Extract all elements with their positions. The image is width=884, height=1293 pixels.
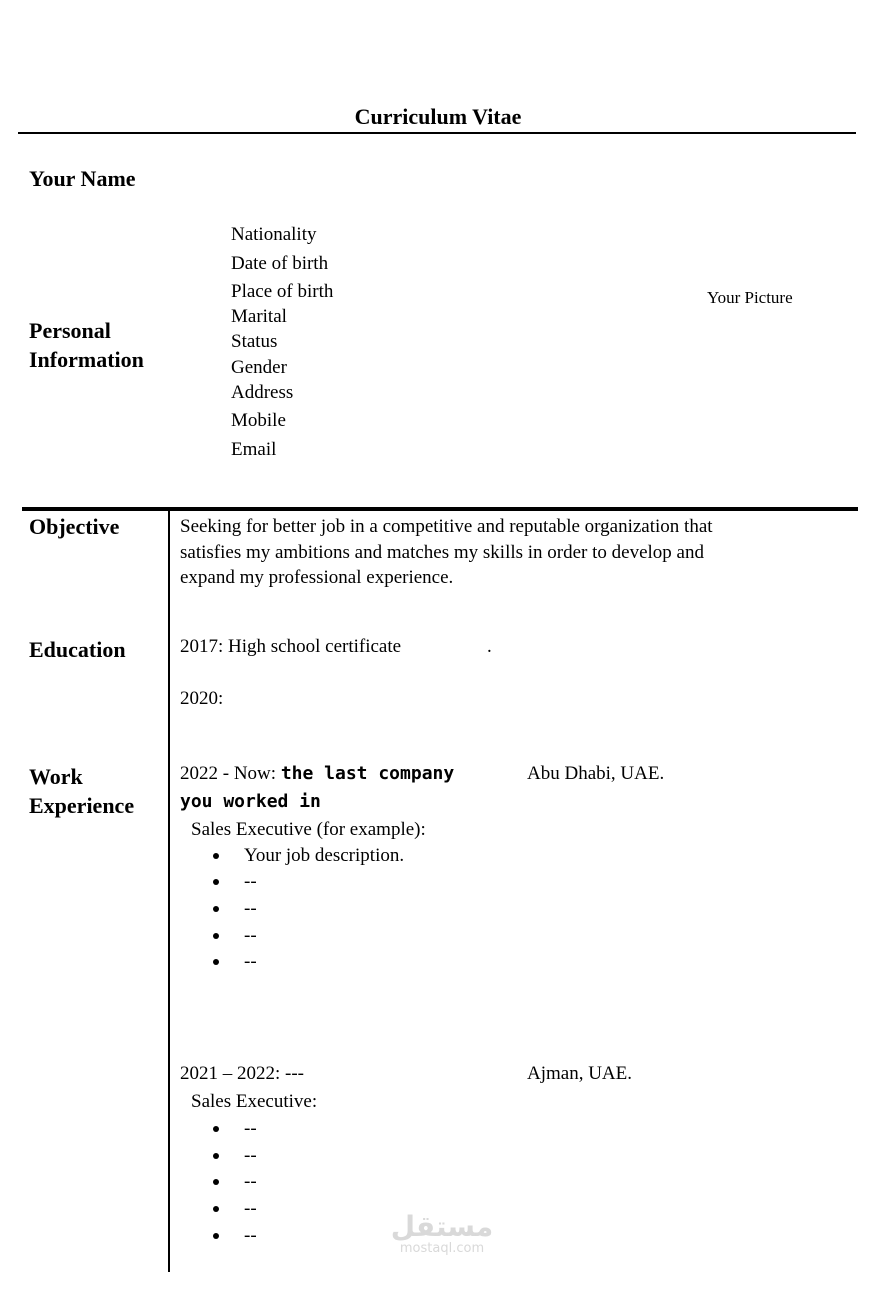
bullet-icon <box>213 1233 219 1239</box>
personal-label-line1: Personal <box>29 318 111 343</box>
field-mobile: Mobile <box>231 410 286 431</box>
education-entry-2017: 2017: High school certificate <box>180 636 402 657</box>
objective-line-2: satisfies my ambitions and matches my skills in order to develop and <box>180 541 704 563</box>
objective-line-3: expand my professional experience. <box>180 567 454 588</box>
job2-location: Ajman, UAE. <box>527 1063 633 1084</box>
field-marital: Marital <box>231 306 287 327</box>
title-divider <box>18 132 856 134</box>
bullet-icon <box>213 1153 219 1159</box>
bullet-icon <box>213 1206 219 1212</box>
field-address: Address <box>231 382 294 403</box>
bullet-icon <box>213 906 219 912</box>
field-nationality: Nationality <box>231 224 317 245</box>
field-status: Status <box>231 331 278 352</box>
name-heading: Your Name <box>29 166 136 191</box>
education-entry-trail: . <box>487 636 492 657</box>
work-experience-label <box>29 762 134 820</box>
field-place-of-birth: Place of birth <box>231 281 334 302</box>
bullet-icon <box>213 933 219 939</box>
bullet-icon <box>213 959 219 965</box>
work-label-line2: Experience <box>29 793 135 818</box>
field-email: Email <box>231 439 277 460</box>
document-title: Curriculum Vitae <box>354 104 522 129</box>
section-divider <box>22 507 858 511</box>
education-label: Education <box>29 637 126 662</box>
job1-role: Sales Executive (for example): <box>191 819 426 840</box>
watermark-latin: mostaql.com <box>399 1241 485 1256</box>
objective-line-1: Seeking for better job in a competitive and reputable organization that <box>180 516 713 537</box>
bullet-icon <box>213 1179 219 1185</box>
objective-label: Objective <box>29 514 120 539</box>
job1-heading <box>180 763 454 785</box>
job2-role: Sales Executive: <box>191 1091 318 1112</box>
work-label-line1: Work <box>29 764 83 789</box>
job1-location: Abu Dhabi, UAE. <box>527 763 665 784</box>
personal-label-line2: Information <box>29 347 144 372</box>
job1-period: 2022 - Now: <box>180 763 281 784</box>
personal-information-label <box>29 316 144 374</box>
bullet-icon <box>213 1126 219 1132</box>
job1-company-line2: you worked in <box>180 791 321 812</box>
job1-company-line1: the last company <box>280 763 455 784</box>
picture-placeholder: Your Picture <box>707 288 793 307</box>
section-column-line <box>168 510 170 1272</box>
objective-text <box>180 514 713 591</box>
job2-period: 2021 – 2022: --- <box>180 1063 305 1084</box>
field-gender: Gender <box>231 357 287 378</box>
watermark-arabic: مستقل <box>390 1210 494 1243</box>
mostaql-watermark <box>386 1212 498 1256</box>
bullet-icon <box>213 879 219 885</box>
field-date-of-birth: Date of birth <box>231 253 329 274</box>
bullet-icon <box>213 853 219 859</box>
education-entry-2020: 2020: <box>180 688 224 709</box>
